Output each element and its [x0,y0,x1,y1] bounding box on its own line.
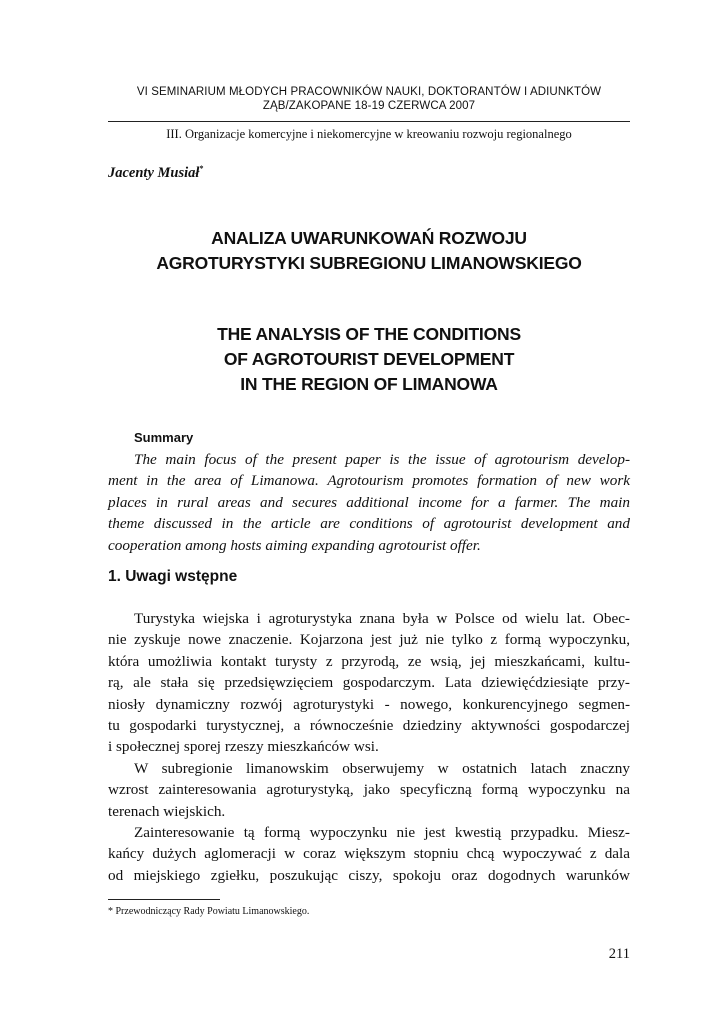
body-line: niosły dynamiczny rozwój agroturystyki - nowego, konkurencyjnego segmen- [108,695,630,713]
body-line: tu gospodarki turystycznej, a równocześnie dziedziny aktywności gospodarczej [108,716,630,734]
title-polish-line: ANALIZA UWARUNKOWAŃ ROZWOJU [211,228,527,248]
body-line: Turystyka wiejska i agroturystyka znana była w Polsce od wielu lat. Obec- [134,610,630,627]
author-name [108,164,203,182]
section-heading: 1. Uwagi wstępne [108,568,238,585]
title-english [108,322,630,397]
body-line: i społecznej sporej rzeszy mieszkańców wsi. [108,738,379,756]
body-line: wzrost zainteresowania agroturystyką, jako specyficzną formą wypoczynku na [108,781,630,799]
body-text [108,608,630,886]
header-rule [108,121,630,122]
title-english-line: OF AGROTOURIST DEVELOPMENT [223,349,515,369]
abstract-line: theme discussed in the article are conditions of agrotourist development and [108,515,630,533]
body-line: W subregionie limanowskim obserwujemy w ostatnich latach znaczny [134,759,630,777]
body-line: nie zyskuje nowe znaczenie. Kojarzona jest już nie tylko z formą wypoczynku, [108,631,630,649]
abstract [108,449,630,556]
title-english-line: IN THE REGION OF LIMANOWA [240,374,498,394]
author-footnote-mark: * [199,164,204,173]
body-line: kańcy dużych aglomeracji w coraz większym stopniu chcą wypoczywać z dala [108,845,630,863]
title-polish [108,226,630,276]
body-line: rą, ale stała się przedsięwzięciem gospodarczym. Lata dziewięćdziesiąte przy- [108,674,630,692]
body-line: terenach wiejskich. [108,802,226,820]
footnote: * Przewodniczący Rady Powiatu Limanowskiego. [108,906,310,917]
abstract-line: The main focus of the present paper is the issue of agrotourism develop- [134,451,630,468]
abstract-line: places in rural areas and secures additional income for a farmer. The main [108,493,630,511]
title-polish-line: AGROTURYSTYKI SUBREGIONU LIMANOWSKIEGO [156,253,582,273]
body-line: Zainteresowanie tą formą wypoczynku nie jest kwestią przypadku. Miesz- [134,823,630,841]
page-number: 211 [608,946,630,962]
abstract-line: ment in the area of Limanowa. Agrotourism promotes formation of new work [108,472,630,490]
conference-header-line-1: VI SEMINARIUM MŁODYCH PRACOWNIKÓW NAUKI, DOKTORANTÓW I ADIUNKTÓW [136,86,602,98]
summary-heading: Summary [134,430,194,445]
footnote-rule [108,899,220,900]
conference-header-line-2: ZĄB/ZAKOPANE 18-19 CZERWCA 2007 [262,100,476,112]
title-english-line: THE ANALYSIS OF THE CONDITIONS [217,324,521,344]
body-line: od miejskiego zgiełku, poszukując ciszy, spokoju oraz dogodnych warunków [108,866,630,884]
section-header: III. Organizacje komercyjne i niekomercyjne w kreowaniu rozwoju regionalnego [166,127,572,141]
body-line: która umożliwia kontakt turysty z przyrodą, ze wsią, jej mieszkańcami, kultu- [108,652,630,670]
abstract-line: cooperation among hosts aiming expanding agrotourist offer. [108,536,481,554]
author-name-text: Jacenty Musiał [108,164,200,181]
